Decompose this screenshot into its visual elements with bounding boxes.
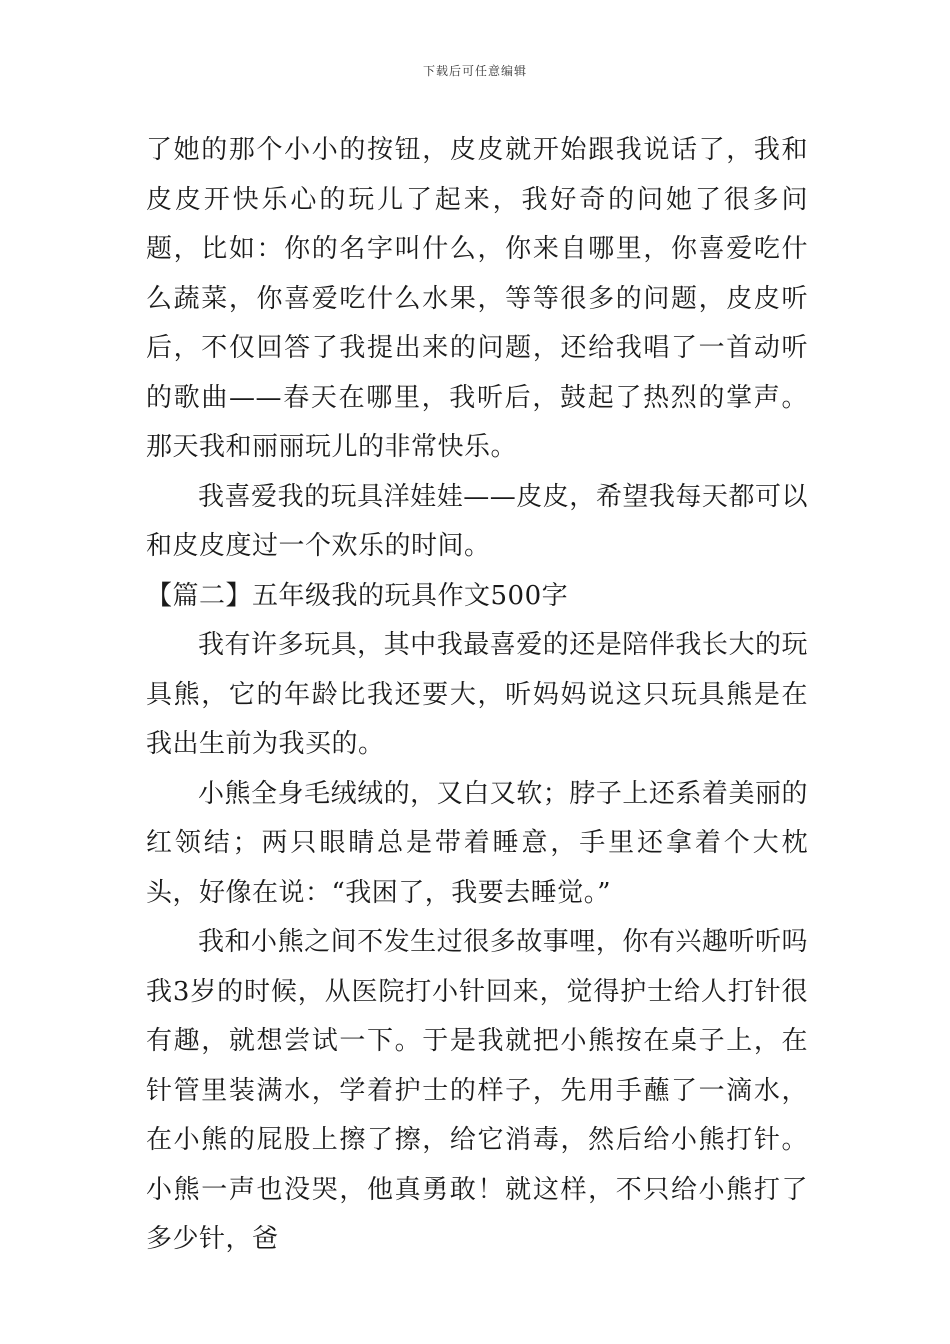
paragraph: 我和小熊之间不发生过很多故事哩，你有兴趣听听吗我3岁的时候，从医院打小针回来，觉得护士给人打针很有趣，就想尝试一下。于是我就把小熊按在桌子上，在针管里装满水，学着护士的样子，先用手蘸了一滴水，在小熊的屁股上擦了擦，给它消毒，然后给小熊打针。小熊一声也没哭，他真勇敢！就这样，不只给小熊打了多少针，爸: [146, 927, 808, 1254]
paragraph: 我有许多玩具，其中我最喜爱的还是陪伴我长大的玩具熊，它的年龄比我还要大，听妈妈说这只玩具熊是在我出生前为我买的。: [146, 630, 808, 759]
section-heading: 【篇二】五年级我的玩具作文500字: [146, 580, 569, 611]
page-header: 下载后可任意编辑: [422, 64, 527, 78]
paragraph: 我喜爱我的玩具洋娃娃——皮皮，希望我每天都可以和皮皮度过一个欢乐的时间。: [146, 481, 808, 561]
document-body: [146, 126, 808, 1265]
paragraph: 小熊全身毛绒绒的，又白又软；脖子上还系着美丽的红领结；两只眼睛总是带着睡意，手里还拿着个大枕头，好像在说：“我困了，我要去睡觉。”: [146, 778, 808, 908]
paragraph: 了她的那个小小的按钮，皮皮就开始跟我说话了，我和皮皮开快乐心的玩儿了起来，我好奇的问她了很多问题，比如：你的名字叫什么，你来自哪里，你喜爱吃什么蔬菜，你喜爱吃什么水果，等等很多的问题，皮皮听后，不仅回答了我提出来的问题，还给我唱了一首动听的歌曲——春天在哪里，我听后，鼓起了热烈的掌声。那天我和丽丽玩儿的非常快乐。: [146, 135, 808, 462]
